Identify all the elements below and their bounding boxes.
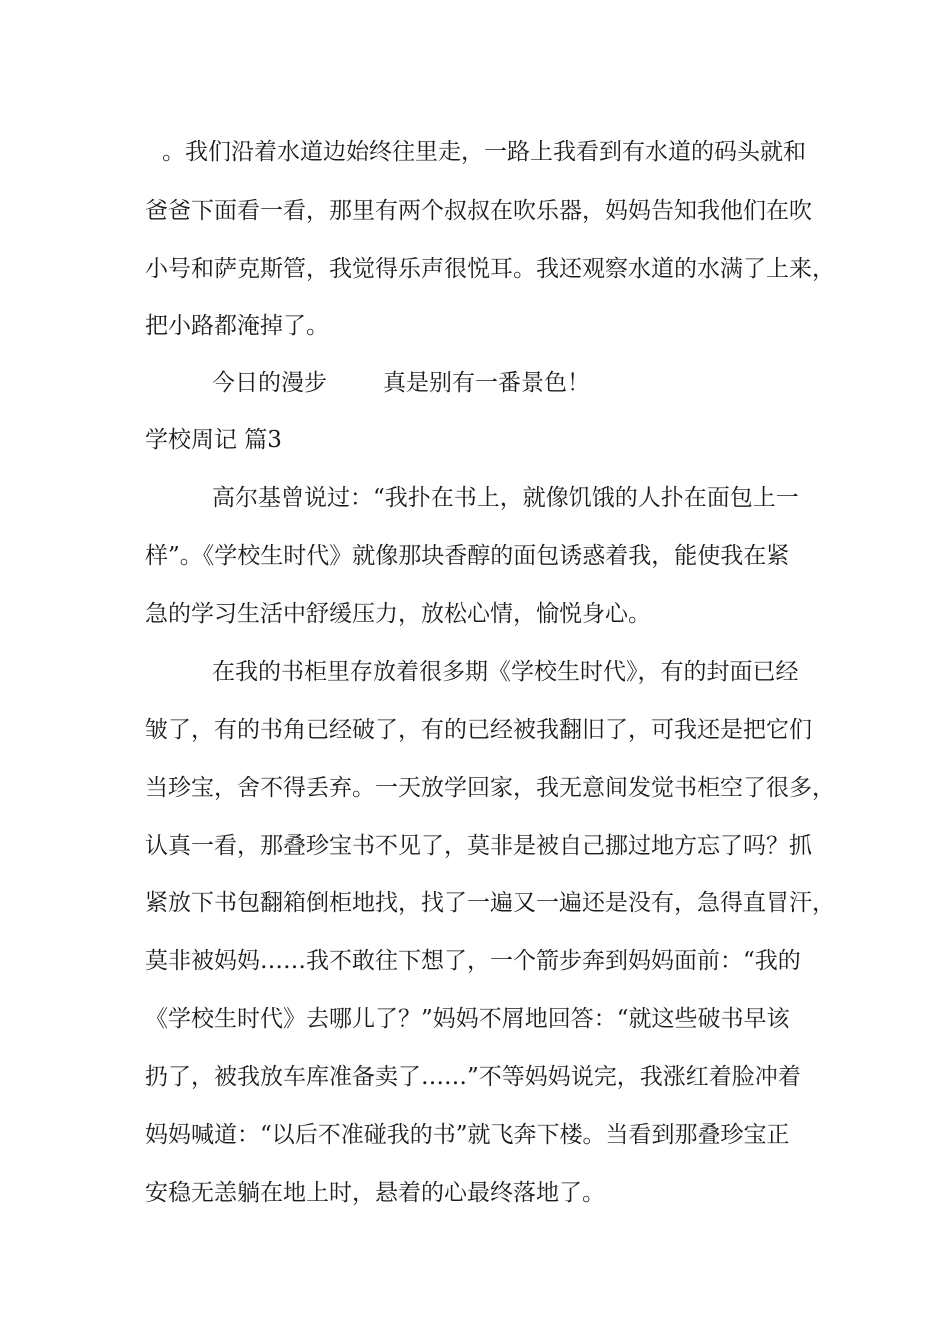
paragraph-line: 在我的书柜里存放着很多期《学校生时代》，有的封面已经 [212,659,799,685]
paragraph-line: 《学校生时代》去哪儿了？”妈妈不屑地回答：“就这些破书早该 [145,1006,790,1032]
paragraph-line: 皱了，有的书角已经破了，有的已经被我翻旧了，可我还是把它们 [145,717,812,743]
paragraph-line: 妈妈喊道：“以后不准碰我的书”就飞奔下楼。当看到那叠珍宝正 [145,1122,790,1148]
section-heading: 学校周记 篇3 [145,427,282,453]
line-segment: 今日的漫步 [212,370,327,396]
paragraph-line [212,367,590,399]
line-segment: 真是别有一番景色！ [383,370,590,396]
paragraph-line: 急的学习生活中舒缓压力，放松心情，愉悦身心。 [145,601,651,627]
paragraph-line: 。我们沿着水道边始终往里走，一路上我看到有水道的码头就和 [162,139,806,165]
paragraph-line: 样”。《学校生时代》就像那块香醇的面包诱惑着我，能使我在紧 [145,543,790,569]
paragraph-line: 高尔基曾说过：“我扑在书上，就像饥饿的人扑在面包上一 [212,485,799,511]
paragraph-line: 安稳无恙躺在地上时，悬着的心最终落地了。 [145,1180,605,1206]
paragraph-line: 爸爸下面看一看，那里有两个叔叔在吹乐器，妈妈告知我他们在吹 [145,198,812,224]
paragraph-line: 认真一看，那叠珍宝书不见了，莫非是被自己挪过地方忘了吗？抓 [145,833,812,859]
paragraph-line: 扔了，被我放车库准备卖了……”不等妈妈说完，我涨红着脸冲着 [145,1064,801,1090]
paragraph-line: 当珍宝，舍不得丢弃。一天放学回家，我无意间发觉书柜空了很多， [145,775,835,801]
paragraph-line: 小号和萨克斯管，我觉得乐声很悦耳。我还观察水道的水满了上来， [145,256,835,282]
paragraph-line: 紧放下书包翻箱倒柜地找，找了一遍又一遍还是没有，急得直冒汗， [145,890,835,916]
paragraph-line: 把小路都淹掉了。 [145,313,329,339]
paragraph-line: 莫非被妈妈……我不敢往下想了，一个箭步奔到妈妈面前：“我的 [145,948,801,974]
